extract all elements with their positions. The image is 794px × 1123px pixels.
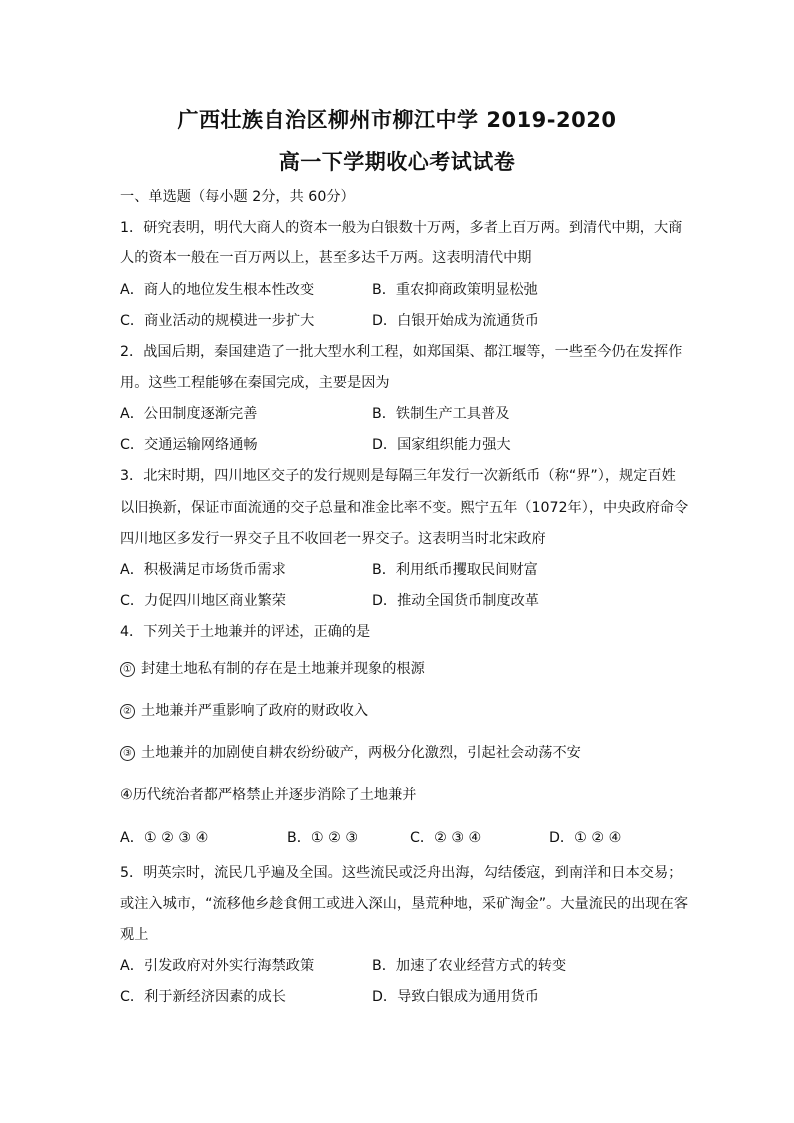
q1-stem-line1: 1．研究表明，明代大商人的资本一般为白银数十万两，多者上百万两。到清代中期，大商	[120, 220, 683, 236]
q3-stem-line2: 以旧换新，保证市面流通的交子总量和准金比率不变。熙宁五年（1072年），中央政府命令	[120, 500, 689, 516]
q5-option-d: D．导致白银成为通用货币	[372, 989, 539, 1005]
exam-title-line2: 高一下学期收心考试试卷	[278, 150, 516, 174]
circled-number-2: ②	[120, 704, 135, 719]
q4-statement-4: ④历代统治者都严格禁止并逐步消除了土地兼并	[120, 787, 417, 803]
q1-option-a: A．商人的地位发生根本性改变	[120, 282, 315, 298]
q3-option-d: D．推动全国货币制度改革	[372, 593, 539, 609]
q4-statement-1	[120, 659, 425, 679]
q3-option-a: A．积极满足市场货币需求	[120, 562, 286, 578]
q2-stem-line1: 2．战国后期，秦国建造了一批大型水利工程，如郑国渠、都江堰等，一些至今仍在发挥作	[120, 344, 683, 360]
q4-statement-2-text: 土地兼并严重影响了政府的财政收入	[141, 703, 369, 719]
q5-option-b: B．加速了农业经营方式的转变	[372, 958, 567, 974]
circled-number-3: ③	[120, 746, 135, 761]
q4-option-d: D．① ② ④	[549, 830, 622, 846]
q4-option-c: C．② ③ ④	[410, 830, 482, 846]
q2-stem-line2: 用。这些工程能够在秦国完成，主要是因为	[120, 375, 390, 391]
q3-option-b: B．利用纸币攫取民间财富	[372, 562, 538, 578]
q1-option-d: D．白银开始成为流通货币	[372, 313, 539, 329]
q1-option-c: C．商业活动的规模进一步扩大	[120, 313, 315, 329]
q5-stem-line3: 观上	[120, 927, 149, 943]
q4-statement-3-text: 土地兼并的加剧使自耕农纷纷破产，两极分化激烈，引起社会动荡不安	[141, 745, 581, 761]
q5-stem-line1: 5．明英宗时，流民几乎遍及全国。这些流民或泛舟出海，勾结倭寇，到南洋和日本交易；	[120, 865, 683, 881]
q5-option-c: C．利于新经济因素的成长	[120, 989, 286, 1005]
q4-statement-2	[120, 701, 368, 721]
q4-statement-1-text: 封建土地私有制的存在是土地兼并现象的根源	[141, 661, 425, 677]
q2-option-d: D．国家组织能力强大	[372, 437, 511, 453]
q3-stem-line1: 3．北宋时期，四川地区交子的发行规则是每隔三年发行一次新纸币（称“界”），规定百姓	[120, 468, 676, 484]
q5-stem-line2: 或注入城市，“流移他乡趁食佣工或进入深山，垦荒种地，采矿淘金”。大量流民的出现在客	[120, 896, 689, 912]
q3-stem-line3: 四川地区多发行一界交子且不收回老一界交子。这表明当时北宋政府	[120, 531, 546, 547]
q1-option-b: B．重农抑商政策明显松弛	[372, 282, 538, 298]
q4-statement-3	[120, 743, 581, 763]
q4-option-a: A．① ② ③ ④	[120, 830, 209, 846]
q2-option-a: A．公田制度逐渐完善	[120, 406, 258, 422]
exam-title-line1: 广西壮族自治区柳州市柳江中学 2019-2020	[177, 108, 617, 132]
q4-stem: 4．下列关于土地兼并的评述，正确的是	[120, 624, 371, 640]
q2-option-c: C．交通运输网络通畅	[120, 437, 258, 453]
q4-option-b: B．① ② ③	[287, 830, 359, 846]
q3-option-c: C．力促四川地区商业繁荣	[120, 593, 286, 609]
section-label: 一、单选题（每小题 2分，共 60分）	[120, 189, 355, 205]
q5-option-a: A．引发政府对外实行海禁政策	[120, 958, 315, 974]
q2-option-b: B．铁制生产工具普及	[372, 406, 510, 422]
q1-stem-line2: 人的资本一般在一百万两以上，甚至多达千万两。这表明清代中期	[120, 250, 532, 266]
circled-number-1: ①	[120, 662, 135, 677]
